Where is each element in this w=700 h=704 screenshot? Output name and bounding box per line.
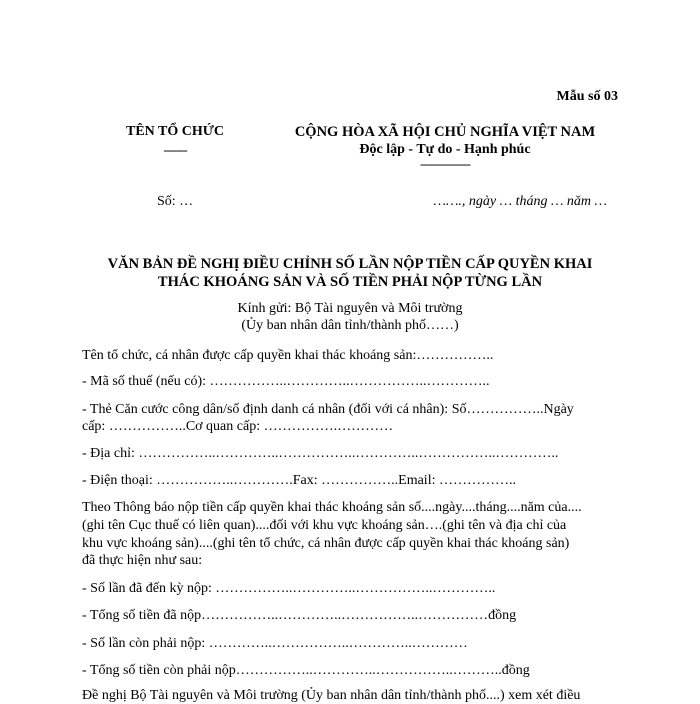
motto-rule: --------------- [420,156,470,171]
body-line-notice-2: (ghi tên Cục thuế có liên quan)....đối với khu vực khoáng sản….(ghi tên và địa chỉ của [82,518,567,533]
nation-heading: CỘNG HÒA XÃ HỘI CHỦ NGHĨA VIỆT NAM [294,124,596,140]
document-number: Số: … [157,194,194,209]
body-line-id-card: - Thẻ Căn cước công dân/số định danh cá nhân (đối với cá nhân): Số……………..Ngày [82,402,574,417]
body-line-request: Đề nghị Bộ Tài nguyên và Môi trường (Ủy ban nhân dân tỉnh/thành phố....) xem xét điều [82,688,581,703]
body-line-periods-due: - Số lần đã đến kỳ nộp: ……………..…………..……………..………….. [82,581,496,596]
body-line-contacts: - Điện thoại: ……………..………….Fax: ……………..Email: …………….. [82,473,516,488]
body-line-org-name: Tên tổ chức, cá nhân được cấp quyền khai thác khoáng sản:…………….. [82,348,494,363]
recipient-line-2: (Ủy ban nhân dân tỉnh/thành phố……) [241,318,459,333]
body-line-notice-3: khu vực khoáng sản)....(ghi tên tổ chức, cá nhân được cấp quyền khai thác khoáng sản) [82,536,570,551]
organization-rule: ------- [163,142,187,157]
national-motto: Độc lập - Tự do - Hạnh phúc [359,142,531,157]
document-date: ……., ngày … tháng … năm … [433,194,607,209]
document-title-line-1: VĂN BẢN ĐỀ NGHỊ ĐIỀU CHỈNH SỐ LẦN NỘP TIỀN CẤP QUYỀN KHAI [107,256,593,272]
body-line-address: - Địa chỉ: ……………..…………..……………..…………..……………..………….. [82,446,559,461]
document-title-line-2: THÁC KHOÁNG SẢN VÀ SỐ TIỀN PHẢI NỘP TỪNG LẦN [157,274,543,290]
form-number: Mẫu số 03 [556,89,618,104]
body-line-periods-remaining: - Số lần còn phải nộp: …………..……………..…………..………… [82,636,468,651]
body-line-notice-1: Theo Thông báo nộp tiền cấp quyền khai thác khoáng sản số....ngày....tháng....năm của.... [82,500,582,515]
recipient-line-1: Kính gửi: Bộ Tài nguyên và Môi trường [237,301,463,316]
body-line-total-remaining: - Tổng số tiền còn phải nộp……………..…………..……………..………..đồng [82,663,530,678]
body-line-id-issue: cấp: ……………..Cơ quan cấp: …………….………… [82,419,394,434]
body-line-total-paid: - Tổng số tiền đã nộp……………..…………..……………..……………đồng [82,608,517,623]
body-line-notice-4: đã thực hiện như sau: [82,553,203,568]
body-line-tax-code: - Mã số thuế (nếu có): ……………..…………..……………..………….. [82,374,490,389]
organization-name: TÊN TỔ CHỨC [125,124,224,139]
